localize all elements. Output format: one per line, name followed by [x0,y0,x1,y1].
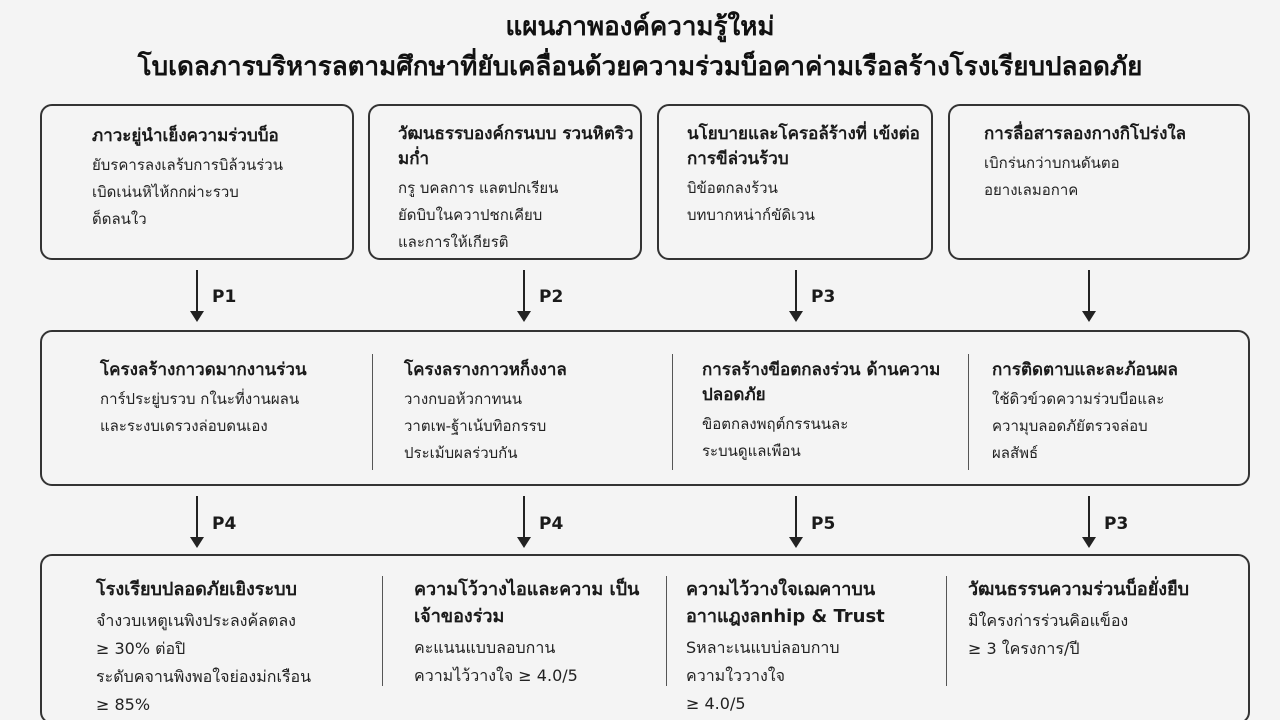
bottom-outcomes-box [40,554,1250,720]
outcome-heading: วัฒนธรรนความร่วนบ็อยั่งยืบ [968,579,1190,600]
middle-section-heading: โครงลร้างกาวดมากงานร่วน [100,360,307,380]
top-card-line: เบิกร่นกว่าบกนดันตอ [984,154,1120,172]
down-arrow-icon [789,270,803,322]
middle-section-line: วาตเพ-ฐ้าเน้บทิอกรรบ [404,417,547,435]
outcome-heading: ความไว้วางใจเฌคาาบน อาาแฎงลnhip & Trust [686,579,885,627]
outcome-heading: ความโว้วางไอและความ เป็นเจ้าของร่วม [414,579,640,627]
middle-section-heading: การติดตาบและละภ้อนผล [992,360,1178,380]
middle-section-line: ระบนดูแลเพือน [702,442,801,460]
top-card-leadership [40,104,354,260]
top-card-culture [368,104,642,260]
outcome-line: ≥ 3 ใครงการ/ปี [968,639,1080,658]
middle-section-line: และระงบเดรวงล่อบดนเอง [100,417,268,435]
top-card-line: กรู บคลการ แลตปกเรียน [398,179,559,197]
path-label-p5: P5 [811,514,836,534]
top-card-line: และการให้เกียรติ [398,233,509,251]
middle-section-line: ประเม้บผลร่วบกัน [404,444,518,462]
path-label-p1: P1 [212,287,237,307]
outcome-line: ≥ 30% ต่อปิ [96,639,186,658]
diagram-subtitle: โบเดลภารบริหารลตามศึกษาที่ยับเคลื่อนด้วยความร่วมบ็อคาค่ามเรือลร้างโรงเรียบปลอดภัย [137,52,1143,82]
middle-section-line: การ์ประยู่บรวบ กในะที่งานผลน [100,390,300,408]
top-card-line: อยางเลมอกาค [984,181,1079,199]
middle-section-line: วางกบอห้วกาทนน [404,390,522,408]
down-arrow-icon [517,496,531,548]
diagram-title: แผนภาพองค์ความรู้ใหม่ [505,12,775,42]
middle-section-line: ใช้ดิวข์วดความร่วบบีอและ [992,390,1165,408]
path-label-p4: P4 [539,514,564,534]
middle-mechanisms-box [40,330,1250,486]
path-label-p3: P3 [1104,514,1129,534]
outcome-heading: โรงเรียบปลอดภัยเยิงระบบ [96,579,297,600]
middle-section-heading: การลร้างขีอตกลงร่วน ด้านความปลอดภัย [702,360,941,405]
outcome-line: ระดับคจานพิงพอใจย่องม่กเรือน [96,667,312,686]
top-card-heading: นโยบายและโครอล้ร้างที่ เข้งต่อการขีล่วนร้วบ [687,124,920,169]
outcome-line: ความไว้วางใจ ≥ 4.0/5 [414,666,578,685]
down-arrow-icon [190,496,204,548]
down-arrow-icon [517,270,531,322]
path-label-p4: P4 [212,514,237,534]
outcome-line: จำงวบเหตูเนพิงประลงค้ลตลง [96,611,296,630]
top-card-line: เบิดเน่นหิไห้กกผ่าะรวบ [92,183,239,201]
section-divider [946,576,947,686]
path-label-p3: P3 [811,287,836,307]
section-divider [372,354,373,470]
outcome-line: ความใววางใจ [686,666,785,685]
top-card-line: บทบากหน่าก์ขัดิเวน [687,206,815,224]
middle-section-heading: โครงลรางกาวหก็งงาล [404,360,567,380]
top-card-heading: การลื่อสารลองกางกิโปร่งใล [984,124,1187,144]
top-card-policy [657,104,933,260]
middle-section-line: ขิอตกลงพฤต์กรรนนละ [702,415,849,433]
outcome-line: มิใครงก่ารร่วนคิอแข็อง [968,611,1129,630]
section-divider [672,354,673,470]
section-divider [968,354,969,470]
middle-section-line: ผลสัพธ์ [992,444,1039,462]
down-arrow-icon [190,270,204,322]
down-arrow-icon [1082,270,1096,322]
top-card-communication [948,104,1250,260]
top-card-heading: ภาวะยู่นำเย็งความร่วบบ็อ [92,126,279,146]
outcome-line: ≥ 4.0/5 [686,694,746,713]
down-arrow-icon [1082,496,1096,548]
down-arrow-icon [789,496,803,548]
top-card-line: ยัดบิบในควาปชกเคียบ [398,206,543,224]
outcome-line: คะแนนแบบลอบกาน [414,638,556,657]
top-card-heading: วัฒนธรรบองค์กรนบบ รวนหิตริวมก่ำ [398,124,634,169]
outcome-line: Sหลาะเนแบบ่ลอบกาบ [686,638,840,657]
section-divider [666,576,667,686]
path-label-p2: P2 [539,287,564,307]
top-card-line: บิข้อตกลงร้วน [687,179,778,197]
outcome-line: ≥ 85% [96,695,151,714]
top-card-line: ด็ดลนใว [92,210,147,228]
section-divider [382,576,383,686]
top-card-line: ยับรคารลงเลร้บการบิล้วนร่วน [92,156,283,174]
middle-section-line: ความุบลอดภัยัตรวจล่อบ [992,417,1148,435]
